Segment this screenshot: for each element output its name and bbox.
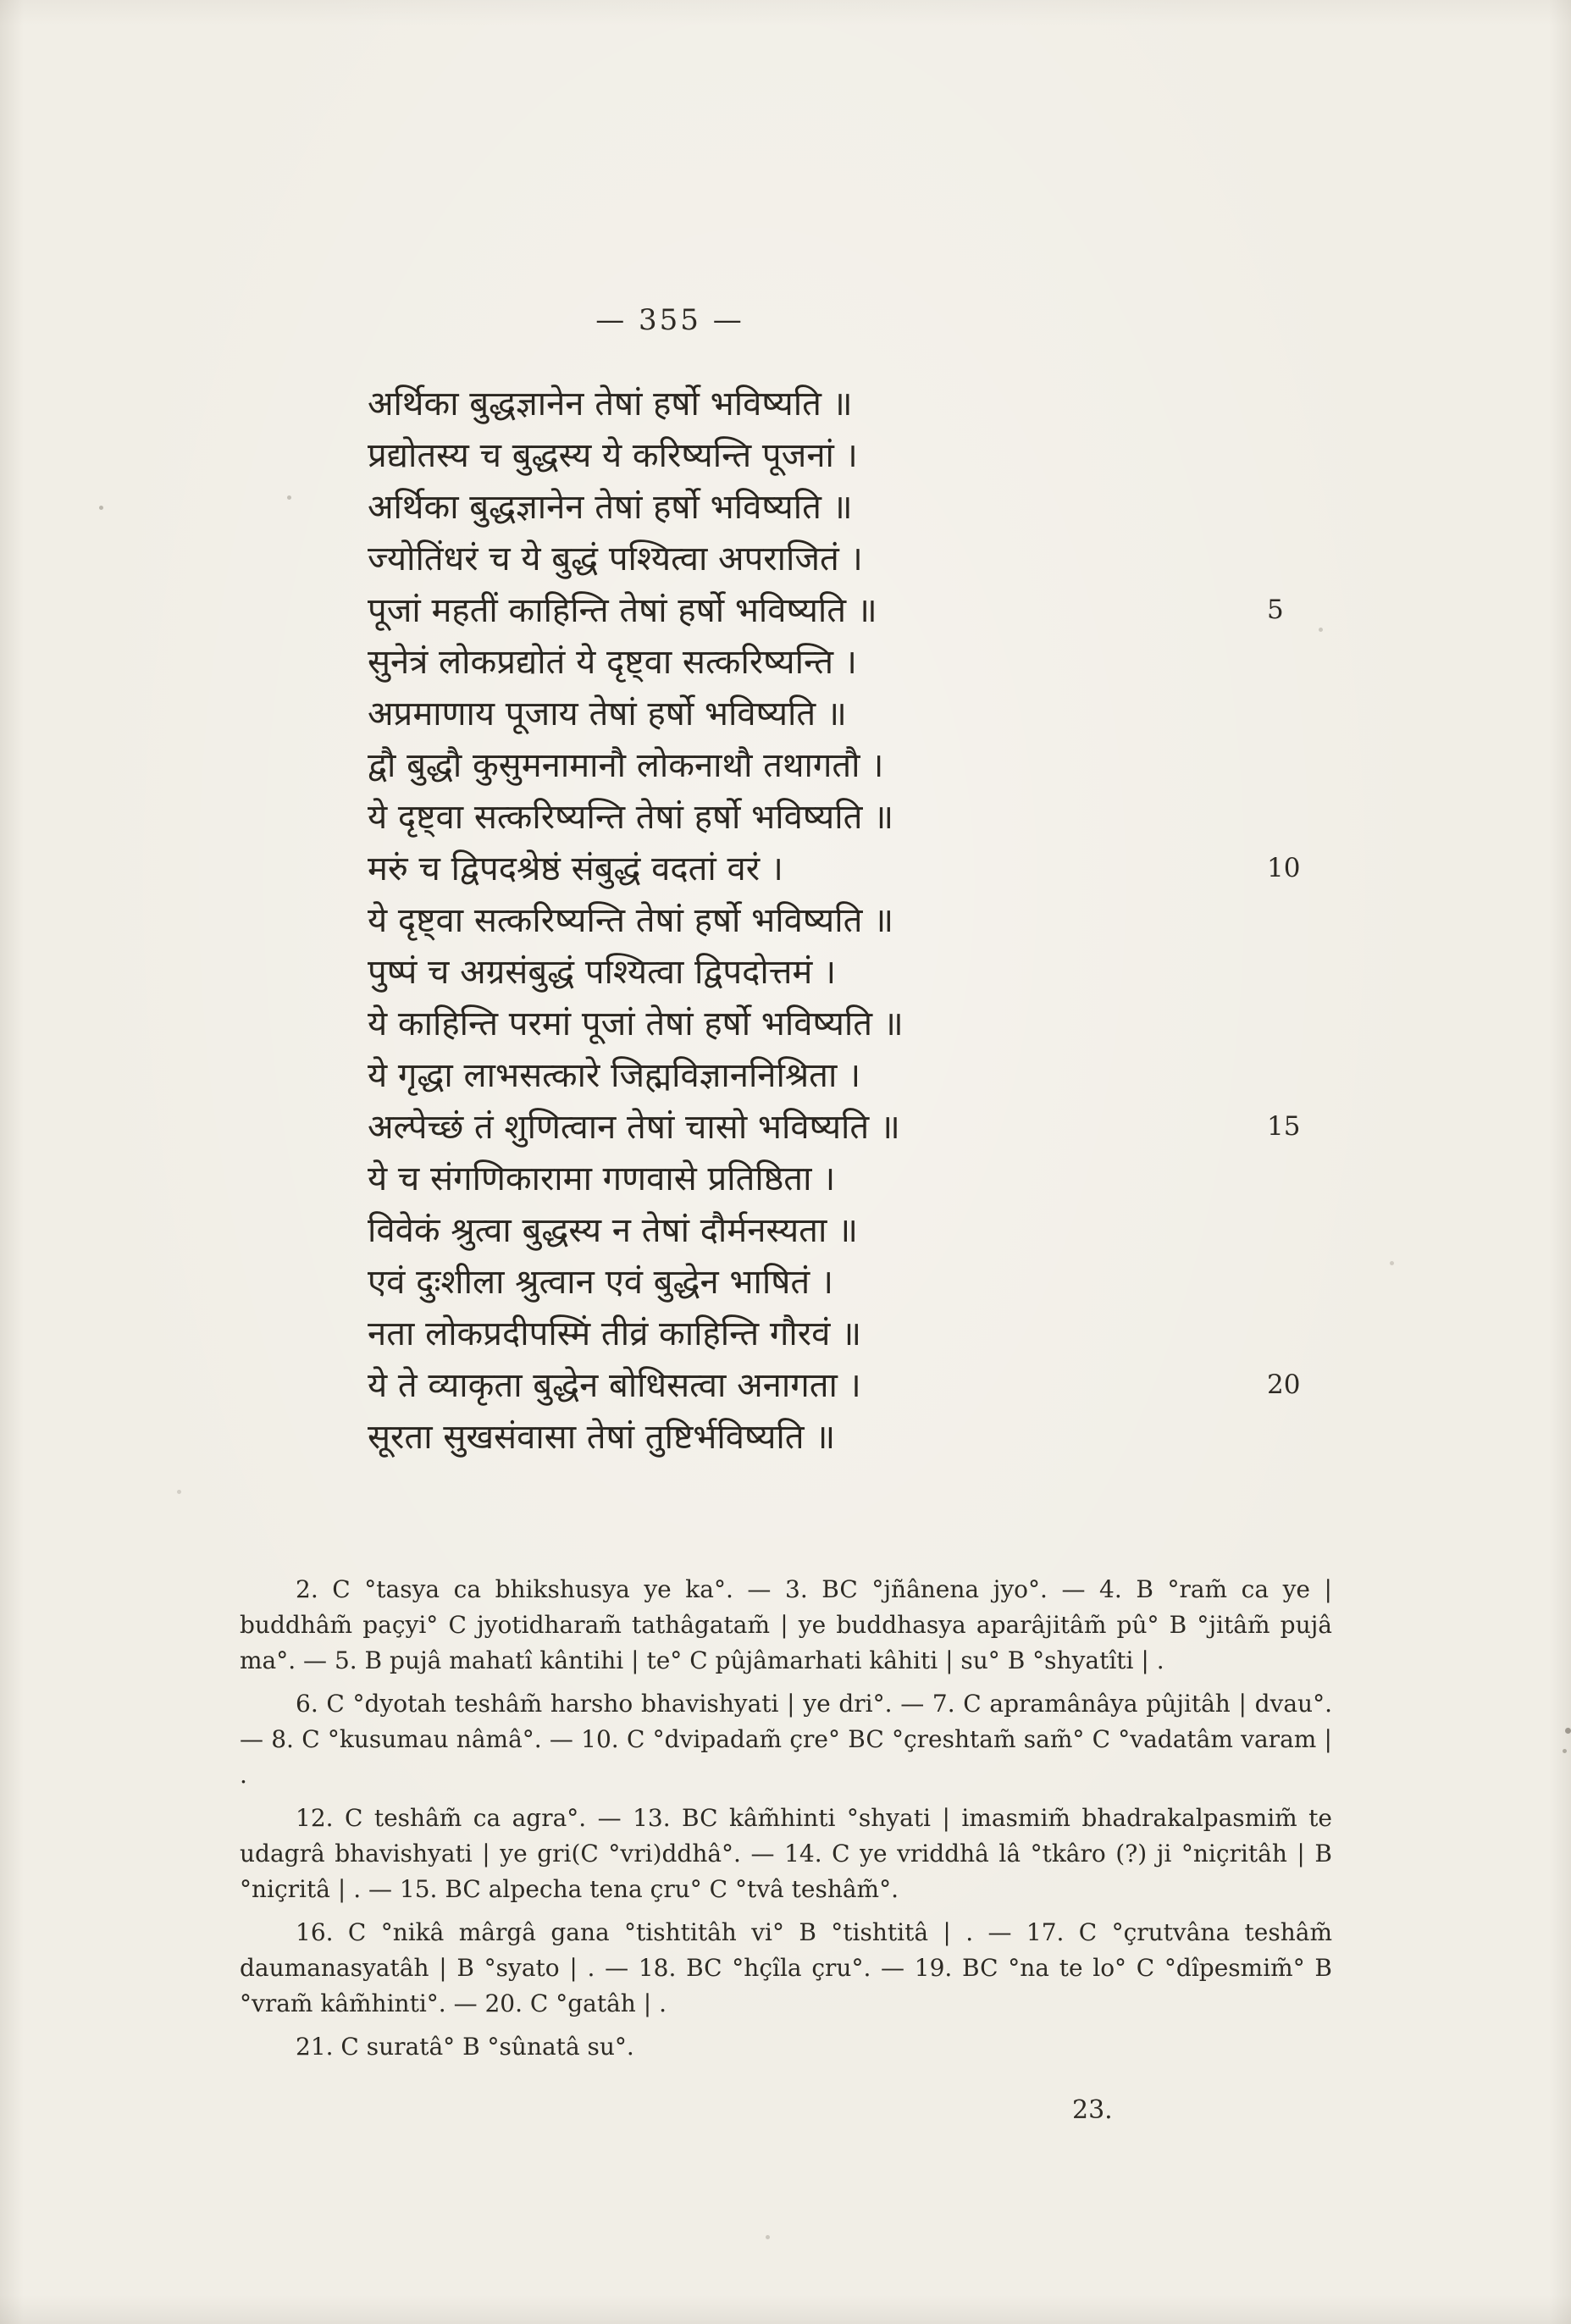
verse-line <box>368 1413 1418 1464</box>
verse-line-text: विवेकं श्रुत्वा बुद्धस्य न तेषां दौर्मनस्यता ॥ <box>368 1211 859 1250</box>
page-number: — 355 — <box>595 303 744 337</box>
footnote-paragraph: 21. C suratâ° B °sûnatâ su°. <box>296 2033 634 2061</box>
verse-line-text: पुष्पं च अग्रसंबुद्धं पश्यित्वा द्विपदोत्तमं । <box>368 953 837 992</box>
verse-line <box>368 793 1418 844</box>
verse-margin-number: 15 <box>1267 1111 1301 1142</box>
verse-line-text: अर्थिका बुद्धज्ञानेन तेषां हर्षो भविष्यति ॥ <box>368 488 853 527</box>
verse-line-text: ये दृष्ट्वा सत्करिष्यन्ति तेषां हर्षो भविष्यति ॥ <box>368 798 894 837</box>
verse-line <box>368 534 1418 586</box>
verse-line <box>368 999 1418 1051</box>
footnote-paragraph: 12. C teshâm̃ ca agra°. — 13. BC kâm̃hinti °shyati | imasmim̃ bhadrakalpasmim̃ te udagrâ bhavishyati | ye gri(C °vri)ddhâ°. — 14. C ye vriddhâ lâ °tkâro (?) ji °niçritâh | B °niçritâ | . — 15. BC alpecha tena çru° C °tvâ teshâm̃°. <box>240 1804 1332 1903</box>
verse-line-text: प्रद्योतस्य च बुद्धस्य ये करिष्यन्ति पूजनां । <box>368 436 858 475</box>
verse-line <box>368 379 1418 431</box>
verse-line-text: ये काहिन्ति परमां पूजां तेषां हर्षो भविष्यति ॥ <box>368 1004 904 1043</box>
verse-line-text: द्वौ बुद्धौ कुसुमनामानौ लोकनाथौ तथागतौ । <box>368 746 884 785</box>
verse-margin-number: 10 <box>1267 853 1301 883</box>
verse-block <box>368 379 1418 1464</box>
verse-line <box>368 1051 1418 1103</box>
footnote-paragraph: 6. C °dyotah teshâm̃ harsho bhavishyati | ye dri°. — 7. C apramânâya pûjitâh | dvau°. — 8. C °kusumau nâmâ°. — 10. C °dvipadam̃ çre° BC °çreshtam̃ sam̃° C °vadatâm varam | . <box>240 1690 1332 1789</box>
verse-line <box>368 1103 1418 1154</box>
verse-line-text: अप्रमाणाय पूजाय तेषां हर्षो भविष्यति ॥ <box>368 694 847 733</box>
verse-line-text: सुनेत्रं लोकप्रद्योतं ये दृष्ट्वा सत्करिष्यन्ति । <box>368 643 857 682</box>
verse-line <box>368 1154 1418 1206</box>
verse-line-text: नता लोकप्रदीपस्मिं तीव्रं काहिन्ति गौरवं ॥ <box>368 1314 862 1353</box>
verse-line <box>368 431 1418 483</box>
verse-margin-number: 5 <box>1267 595 1284 625</box>
verse-line-text: एवं दुःशीला श्रुत्वान एवं बुद्धेन भाषितं । <box>368 1263 834 1302</box>
verse-line <box>368 586 1418 638</box>
verse-line-text: ये च संगणिकारामा गणवासे प्रतिष्ठिता । <box>368 1159 836 1198</box>
verse-line <box>368 638 1418 689</box>
verse-line-text: ये गृद्धा लाभसत्कारे जिह्मविज्ञाननिश्रिता । <box>368 1056 861 1095</box>
verse-line <box>368 689 1418 741</box>
verse-line-text: पूजां महतीं काहिन्ति तेषां हर्षो भविष्यति ॥ <box>368 591 877 630</box>
verse-line <box>368 741 1418 793</box>
verse-line-text: अर्थिका बुद्धज्ञानेन तेषां हर्षो भविष्यति ॥ <box>368 385 853 423</box>
verse-line-text: ये दृष्ट्वा सत्करिष्यन्ति तेषां हर्षो भविष्यति ॥ <box>368 901 894 940</box>
verse-line <box>368 1258 1418 1309</box>
signature-mark: 23. <box>1072 2095 1113 2125</box>
verse-line-text: सूरता सुखसंवासा तेषां तुष्टिर्भविष्यति ॥ <box>368 1418 836 1457</box>
verse-line <box>368 1361 1418 1413</box>
verse-line-text: मरुं च द्विपदश्रेष्ठं संबुद्धं वदतां वरं । <box>368 849 783 888</box>
verse-line-text: अल्पेच्छं तं शुणित्वान तेषां चासो भविष्यति ॥ <box>368 1108 900 1147</box>
verse-line <box>368 483 1418 534</box>
footnote-paragraph: 2. C °tasya ca bhikshusya ye ka°. — 3. BC °jñânena jyo°. — 4. B °ram̃ ca ye | buddhâm̃ paçyi° C jyotidharam̃ tathâgatam̃ | ye buddhasya aparâjitâm̃ pû° B °jitâm̃ pujâ ma°. — 5. B pujâ mahatî kântihi | te° C pûjâmarhati kâhiti | su° B °shyatîti | . <box>240 1575 1332 1674</box>
footnote-paragraph: 16. C °nikâ mârgâ gana °tishtitâh vi° B °tishtitâ | . — 17. C °çrutvâna teshâm̃ daumanasyatâh | B °syato | . — 18. BC °hçîla çru°. — 19. BC °na te lo° C °dîpesmim̃° B °vram̃ kâm̃hinti°. — 20. C °gatâh | . <box>240 1918 1332 2017</box>
verse-line <box>368 948 1418 999</box>
verse-line-text: ये ते व्याकृता बुद्धेन बोधिसत्वा अनागता । <box>368 1366 861 1405</box>
verse-line <box>368 896 1418 948</box>
verse-line <box>368 844 1418 896</box>
verse-line <box>368 1206 1418 1258</box>
verse-margin-number: 20 <box>1267 1370 1301 1400</box>
scan-speckle-artifacts <box>0 0 3 3</box>
critical-apparatus <box>240 1572 1332 2072</box>
verse-line-text: ज्योतिंधरं च ये बुद्धं पश्यित्वा अपराजितं । <box>368 540 863 578</box>
verse-line <box>368 1309 1418 1361</box>
